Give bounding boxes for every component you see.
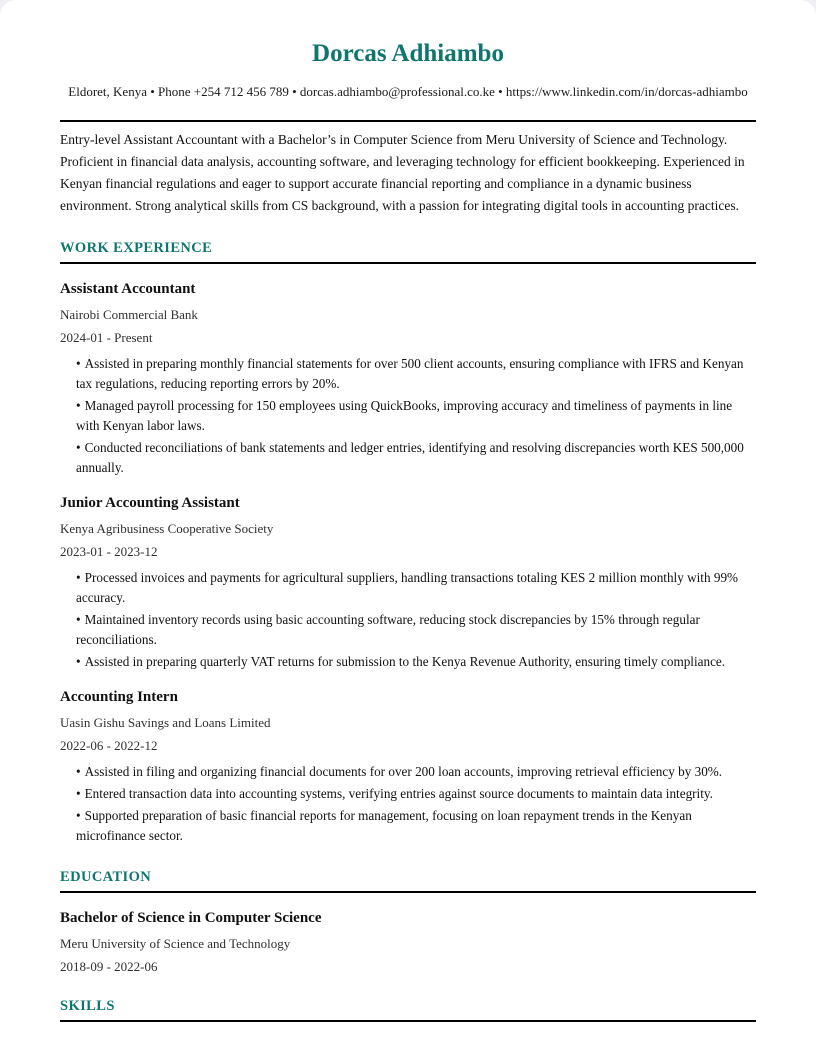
section-title-work: WORK EXPERIENCE <box>60 239 756 264</box>
section-education <box>60 868 756 975</box>
bullet-text: Processed invoices and payments for agricultural suppliers, handling transactions totaling KES 2 million monthly with 99% accuracy. <box>76 570 739 605</box>
bullet-item <box>76 610 756 650</box>
bullet-item <box>76 806 756 846</box>
job-entry <box>60 688 756 846</box>
job-dates: 2023-01 - 2023-12 <box>60 544 158 559</box>
education-entry <box>60 909 756 975</box>
bullet-marker: • <box>76 570 81 585</box>
bullet-text: Entered transaction data into accounting systems, verifying entries against source documents to maintain data integrity. <box>84 786 713 801</box>
bullet-list <box>76 568 756 672</box>
bullet-text: Assisted in preparing monthly financial statements for over 500 client accounts, ensuring compliance with IFRS and Kenyan tax regulations, reducing reporting errors by 20%. <box>76 356 744 391</box>
job-company: Uasin Gishu Savings and Loans Limited <box>60 715 271 730</box>
resume-name: Dorcas Adhiambo <box>312 40 504 67</box>
bullet-marker: • <box>76 440 81 455</box>
bullet-text: Assisted in preparing quarterly VAT returns for submission to the Kenya Revenue Authority, ensuring timely compliance. <box>84 654 726 669</box>
job-company: Nairobi Commercial Bank <box>60 307 198 322</box>
section-title-skills: SKILLS <box>60 997 756 1022</box>
bullet-item <box>76 438 756 478</box>
bullet-text: Assisted in filing and organizing financial documents for over 200 loan accounts, improving retrieval efficiency by 30%. <box>84 764 723 779</box>
bullet-text: Managed payroll processing for 150 employees using QuickBooks, improving accuracy and timeliness of payments in line with Kenyan labor laws. <box>76 398 733 433</box>
summary-divider <box>60 120 756 122</box>
bullet-marker: • <box>76 612 81 627</box>
bullet-text: Maintained inventory records using basic accounting software, reducing stock discrepancies by 15% through regular reconciliations. <box>76 612 700 647</box>
bullet-item <box>76 784 756 804</box>
section-title-education: EDUCATION <box>60 868 756 893</box>
degree-title: Bachelor of Science in Computer Science <box>60 910 322 926</box>
bullet-text: Conducted reconciliations of bank statements and ledger entries, identifying and resolving discrepancies worth KES 500,000 annually. <box>76 440 744 475</box>
job-dates: 2022-06 - 2022-12 <box>60 738 158 753</box>
job-entry <box>60 494 756 672</box>
job-title: Assistant Accountant <box>60 281 196 297</box>
summary-paragraph: Entry-level Assistant Accountant with a Bachelor’s in Computer Science from Meru University of Science and Technology. Proficient in financial data analysis, accounting software, and leveraging technology for efficient bookkeeping. Experienced in Kenyan financial regulations and eager to support accurate financial reporting and compliance in a dynamic business environment. Strong analytical skills from CS background, with a passion for integrating digital tools in accounting practices. <box>60 132 745 213</box>
job-title: Junior Accounting Assistant <box>60 495 240 511</box>
job-dates: 2024-01 - Present <box>60 330 153 345</box>
bullet-item <box>76 396 756 436</box>
bullet-marker: • <box>76 356 81 371</box>
job-title: Accounting Intern <box>60 689 178 705</box>
bullet-text: Supported preparation of basic financial reports for management, focusing on loan repayment trends in the Kenyan microfinance sector. <box>76 808 692 843</box>
bullet-marker: • <box>76 398 81 413</box>
education-dates: 2018-09 - 2022-06 <box>60 959 158 974</box>
bullet-marker: • <box>76 808 81 823</box>
bullet-item <box>76 652 756 672</box>
bullet-marker: • <box>76 764 81 779</box>
bullet-marker: • <box>76 786 81 801</box>
section-skills <box>60 997 756 1022</box>
bullet-marker: • <box>76 654 81 669</box>
bullet-item <box>76 354 756 394</box>
bullet-list <box>76 762 756 846</box>
job-company: Kenya Agribusiness Cooperative Society <box>60 521 274 536</box>
bullet-item <box>76 568 756 608</box>
contact-line: Eldoret, Kenya • Phone +254 712 456 789 • dorcas.adhiambo@professional.co.ke • https://www.linkedin.com/in/dorcas-adhiambo <box>68 84 748 99</box>
section-work <box>60 239 756 846</box>
school-name: Meru University of Science and Technology <box>60 936 291 951</box>
bullet-list <box>76 354 756 478</box>
job-entry <box>60 280 756 478</box>
bullet-item <box>76 762 756 782</box>
